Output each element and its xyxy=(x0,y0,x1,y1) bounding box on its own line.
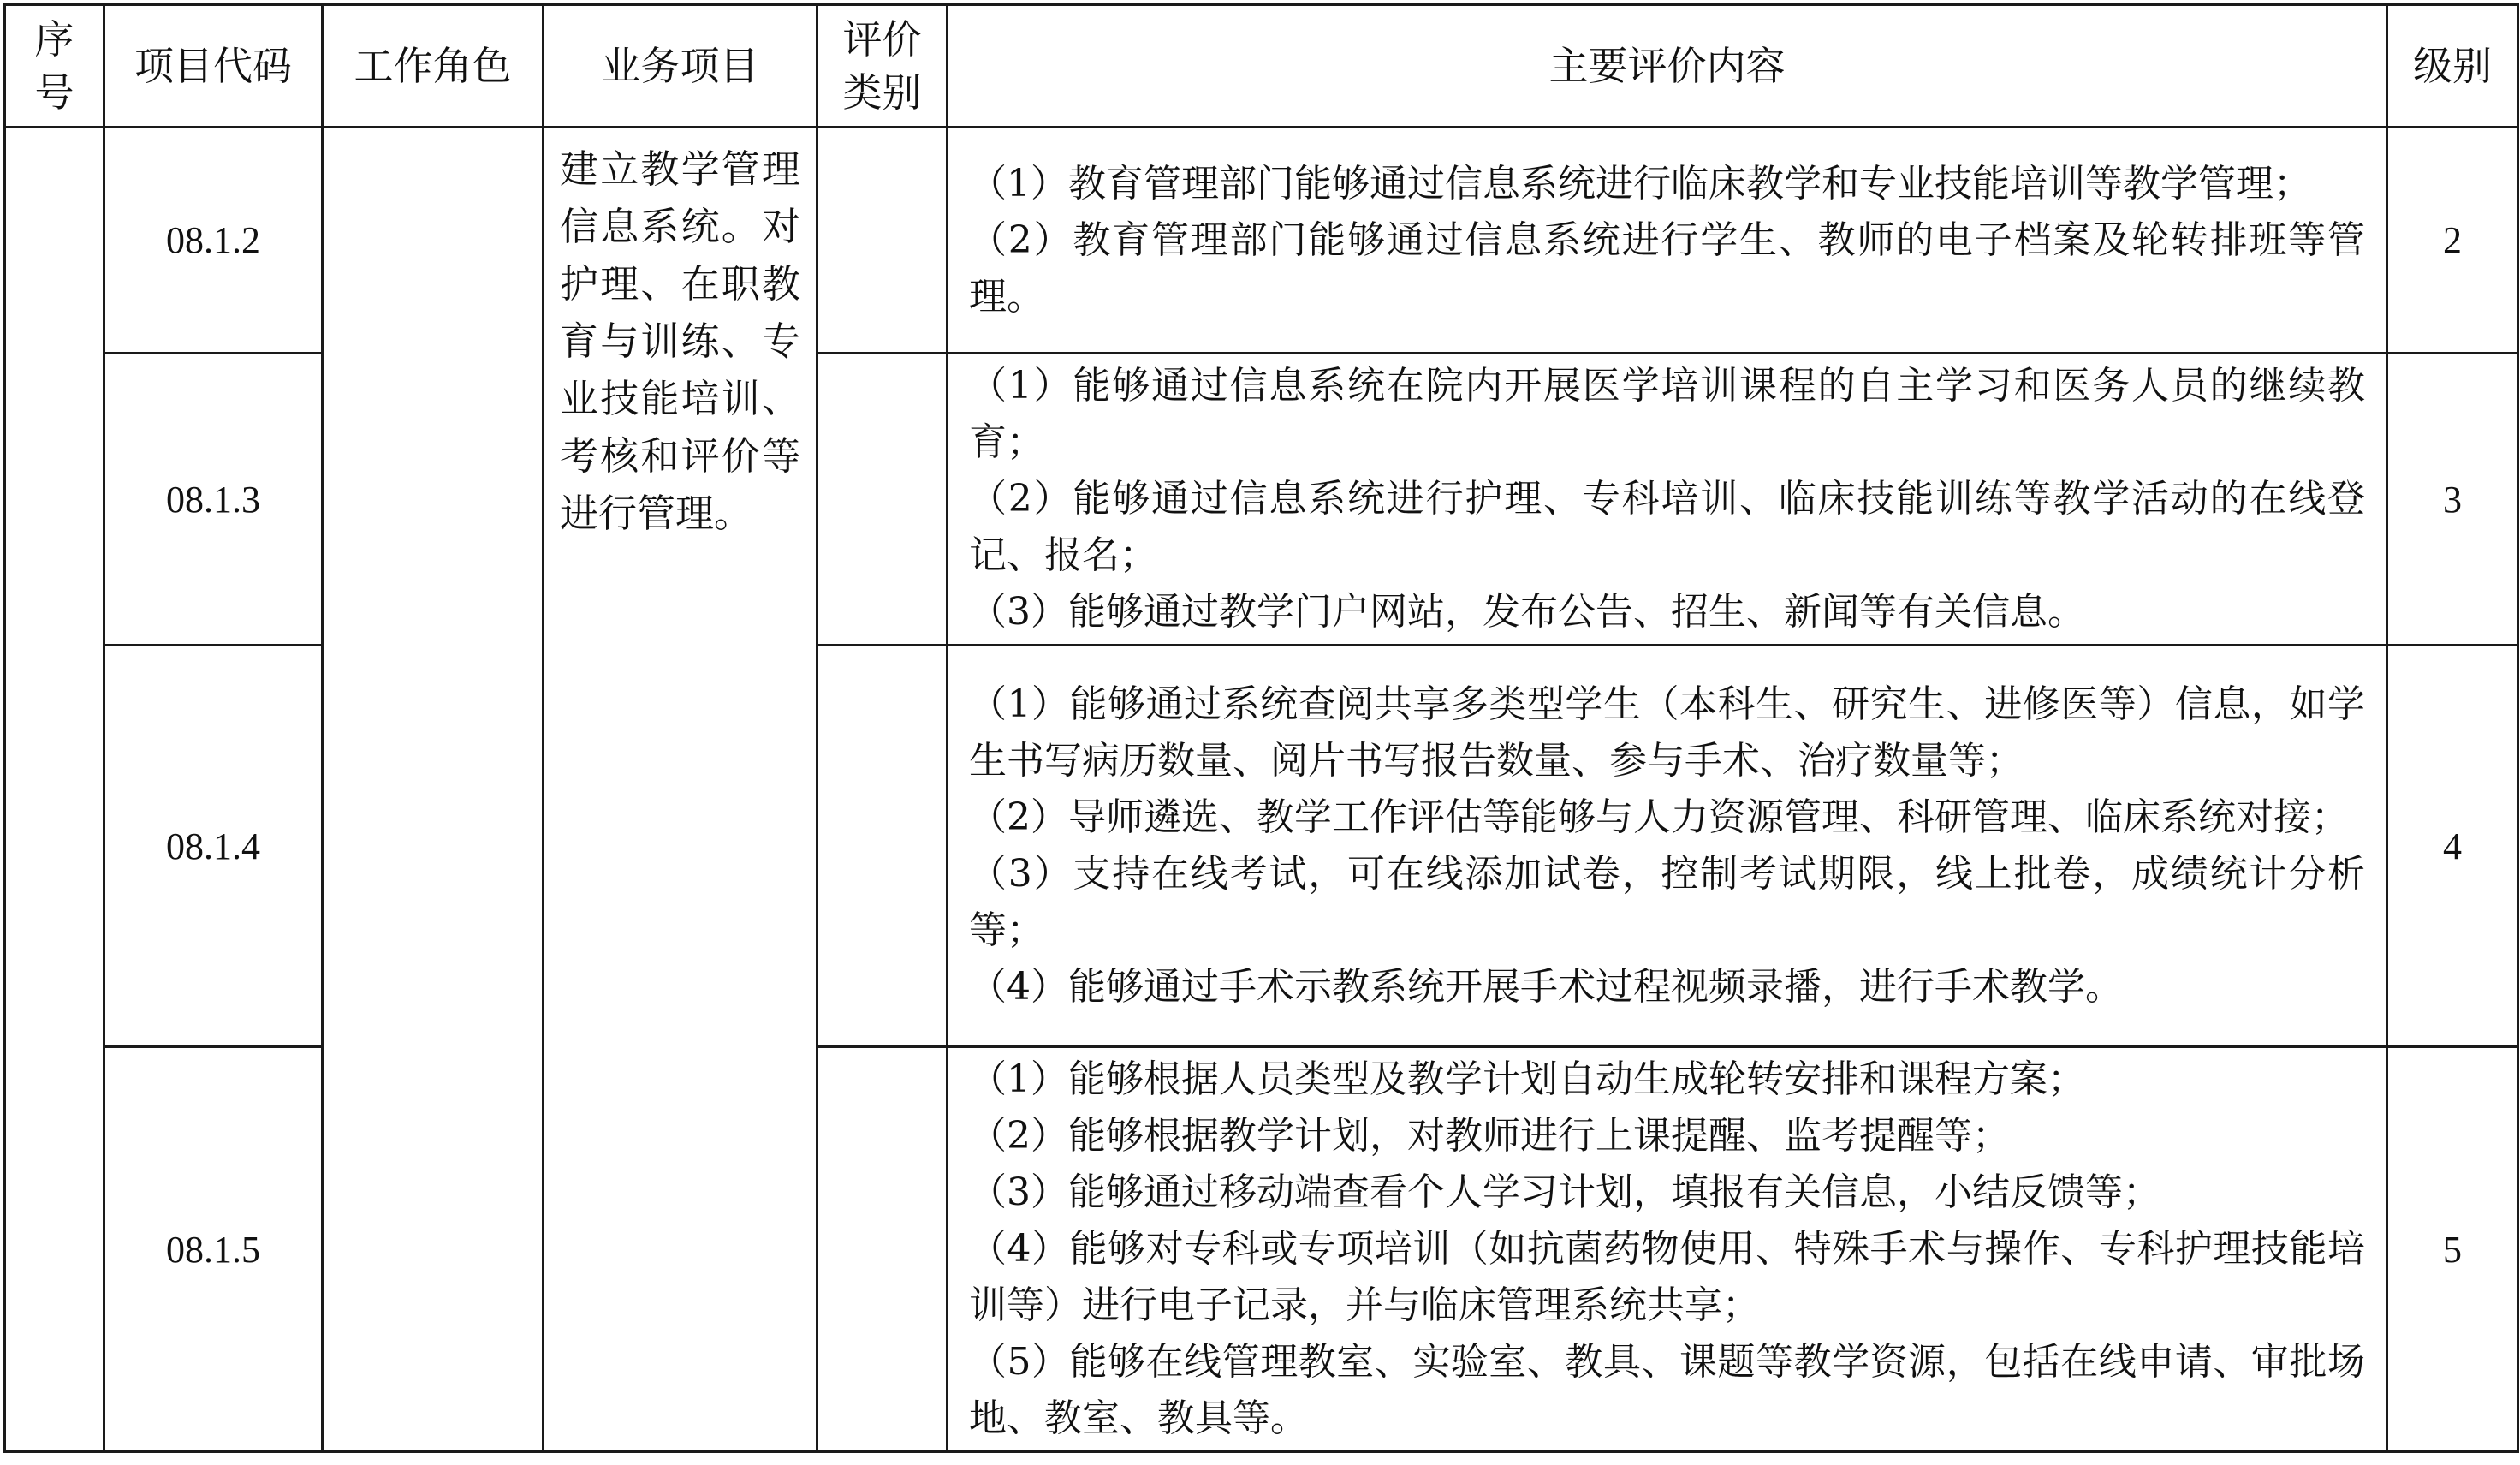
level-value: 3 xyxy=(2387,354,2518,646)
project-code: 08.1.3 xyxy=(104,354,323,646)
evaluation-content xyxy=(948,1047,2387,1452)
evaluation-content xyxy=(948,354,2387,646)
content-line: （4）能够对专科或专项培训（如抗菌药物使用、特殊手术与操作、专科护理技能培训等）进行电子记录，并与临床管理系统共享； xyxy=(969,1227,2365,1327)
eval-type-cell xyxy=(817,1047,948,1452)
table-row xyxy=(5,128,2518,354)
content-line: （1）能够通过系统查阅共享多类型学生（本科生、研究生、进修医等）信息，如学生书写病历数量、阅片书写报告数量、参与手术、治疗数量等； xyxy=(969,682,2365,783)
content-line: （2）导师遴选、教学工作评估等能够与人力资源管理、科研管理、临床系统对接； xyxy=(969,795,2349,839)
role-cell xyxy=(323,128,544,1452)
eval-type-cell xyxy=(817,128,948,354)
content-line: （1）能够根据人员类型及教学计划自动生成轮转安排和课程方案； xyxy=(969,1057,2085,1101)
content-line: （2）能够通过信息系统进行护理、专科培训、临床技能训练等教学活动的在线登记、报名； xyxy=(969,477,2365,577)
project-code: 08.1.4 xyxy=(104,646,323,1047)
evaluation-content xyxy=(948,128,2387,354)
seq-cell xyxy=(5,128,104,1452)
content-line: （3）支持在线考试，可在线添加试卷，控制考试期限，线上批卷，成绩统计分析等； xyxy=(969,852,2365,952)
header-level: 级别 xyxy=(2387,5,2518,128)
level-value: 4 xyxy=(2387,646,2518,1047)
content-line: （4）能够通过手术示教系统开展手术过程视频录播，进行手术教学。 xyxy=(969,965,2123,1009)
level-value: 5 xyxy=(2387,1047,2518,1452)
business-item: 建立教学管理信息系统。对护理、在职教育与训练、专业技能培训、考核和评价等进行管理。 xyxy=(544,128,817,1452)
content-line: （2）教育管理部门能够通过信息系统进行学生、教师的电子档案及轮转排班等管理。 xyxy=(969,217,2365,319)
content-line: （1）能够通过信息系统在院内开展医学培训课程的自主学习和医务人员的继续教育； xyxy=(969,364,2365,464)
project-code: 08.1.2 xyxy=(104,128,323,354)
content-line: （5）能够在线管理教室、实验室、教具、课题等教学资源，包括在线申请、审批场地、教室、教具等。 xyxy=(969,1340,2365,1440)
evaluation-content xyxy=(948,646,2387,1047)
header-business: 业务项目 xyxy=(544,5,817,128)
header-seq: 序号 xyxy=(5,5,104,128)
header-content: 主要评价内容 xyxy=(948,5,2387,128)
header-eval-type: 评价类别 xyxy=(817,5,948,128)
content-line: （3）能够通过教学门户网站，发布公告、招生、新闻等有关信息。 xyxy=(969,590,2085,634)
evaluation-table xyxy=(3,3,2519,1453)
content-line: （3）能够通过移动端查看个人学习计划，填报有关信息，小结反馈等； xyxy=(969,1170,2160,1214)
content-line: （1）教育管理部门能够通过信息系统进行临床教学和专业技能培训等教学管理； xyxy=(969,161,2311,205)
header-role: 工作角色 xyxy=(323,5,544,128)
level-value: 2 xyxy=(2387,128,2518,354)
content-line: （2）能够根据教学计划，对教师进行上课提醒、监考提醒等； xyxy=(969,1114,2010,1158)
eval-type-cell xyxy=(817,646,948,1047)
eval-type-cell xyxy=(817,354,948,646)
header-row xyxy=(5,5,2518,128)
project-code: 08.1.5 xyxy=(104,1047,323,1452)
header-code: 项目代码 xyxy=(104,5,323,128)
